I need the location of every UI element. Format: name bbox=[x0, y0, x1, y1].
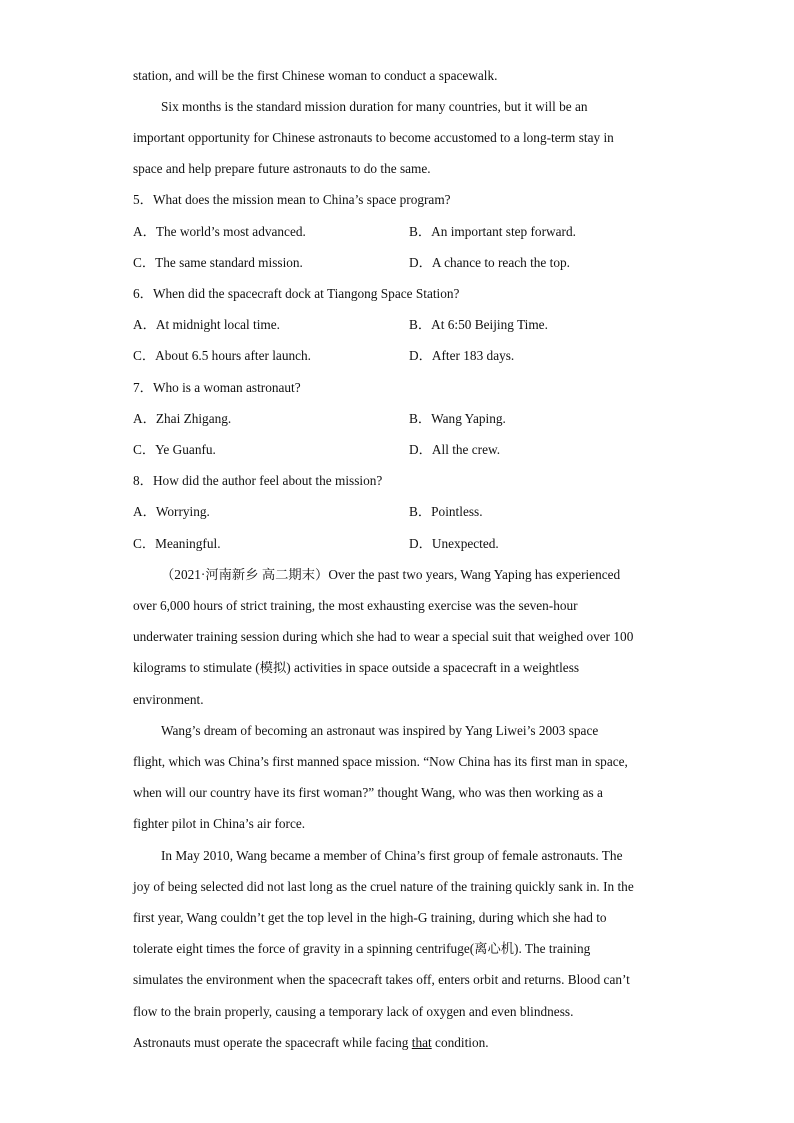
underlined-word: that bbox=[411, 1035, 432, 1050]
option-d: D．All the crew. bbox=[409, 442, 501, 457]
passage-text: condition. bbox=[431, 1035, 489, 1050]
passage-line: underwater training session during which she had to wear a special suit that weighed over 100 bbox=[133, 629, 634, 644]
passage-line: Six months is the standard mission duration for many countries, but it will be an bbox=[161, 99, 588, 114]
passage-line: In May 2010, Wang became a member of China’s first group of female astronauts. The bbox=[161, 848, 623, 863]
passage-line: （2021·河南新乡 高二期末）Over the past two years, Wang Yaping has experienced bbox=[161, 567, 621, 582]
passage-line: fighter pilot in China’s air force. bbox=[133, 816, 306, 831]
passage-line: kilograms to stimulate (模拟) activities in space outside a spacecraft in a weightless bbox=[133, 660, 580, 675]
passage-line: tolerate eight times the force of gravity in a spinning centrifuge(离心机). The training bbox=[133, 941, 591, 956]
option-a: A．At midnight local time. bbox=[133, 317, 280, 332]
question-stem: 7．Who is a woman astronaut? bbox=[133, 380, 301, 395]
question-stem: 5．What does the mission mean to China’s space program? bbox=[133, 192, 451, 207]
option-b: B．Wang Yaping. bbox=[409, 411, 506, 426]
option-c: C．Ye Guanfu. bbox=[133, 442, 216, 457]
passage-line: space and help prepare future astronauts to do the same. bbox=[133, 161, 431, 176]
question-stem: 6．When did the spacecraft dock at Tiangong Space Station? bbox=[133, 286, 460, 301]
option-d: D．Unexpected. bbox=[409, 536, 499, 551]
option-a: A．Worrying. bbox=[133, 504, 210, 519]
option-b: B．An important step forward. bbox=[409, 224, 576, 239]
passage-line: over 6,000 hours of strict training, the most exhausting exercise was the seven-hour bbox=[133, 598, 578, 613]
option-c: C．Meaningful. bbox=[133, 536, 221, 551]
passage-line: first year, Wang couldn’t get the top level in the high-G training, during which she had to bbox=[133, 910, 607, 925]
option-b: B．At 6:50 Beijing Time. bbox=[409, 317, 548, 332]
option-c: C．The same standard mission. bbox=[133, 255, 303, 270]
option-c: C．About 6.5 hours after launch. bbox=[133, 348, 311, 363]
passage-line: when will our country have its first woman?” thought Wang, who was then working as a bbox=[133, 785, 603, 800]
option-d: D．After 183 days. bbox=[409, 348, 515, 363]
option-b: B．Pointless. bbox=[409, 504, 483, 519]
passage-line: flight, which was China’s first manned space mission. “Now China has its first man in space, bbox=[133, 754, 628, 769]
passage-line: flow to the brain properly, causing a temporary lack of oxygen and even blindness. bbox=[133, 1004, 574, 1019]
option-a: A．Zhai Zhigang. bbox=[133, 411, 232, 426]
passage-line: important opportunity for Chinese astronauts to become accustomed to a long-term stay in bbox=[133, 130, 614, 145]
passage-line bbox=[133, 1034, 673, 1052]
passage-line: joy of being selected did not last long as the cruel nature of the training quickly sank in. In the bbox=[133, 879, 634, 894]
passage-line: simulates the environment when the spacecraft takes off, enters orbit and returns. Blood can’t bbox=[133, 972, 630, 987]
option-a: A．The world’s most advanced. bbox=[133, 224, 306, 239]
passage-line: station, and will be the first Chinese woman to conduct a spacewalk. bbox=[133, 68, 498, 83]
passage-line: environment. bbox=[133, 692, 204, 707]
passage-line: Wang’s dream of becoming an astronaut was inspired by Yang Liwei’s 2003 space bbox=[161, 723, 599, 738]
question-stem: 8．How did the author feel about the mission? bbox=[133, 473, 383, 488]
passage-text: Astronauts must operate the spacecraft while facing bbox=[133, 1035, 412, 1050]
option-d: D．A chance to reach the top. bbox=[409, 255, 570, 270]
